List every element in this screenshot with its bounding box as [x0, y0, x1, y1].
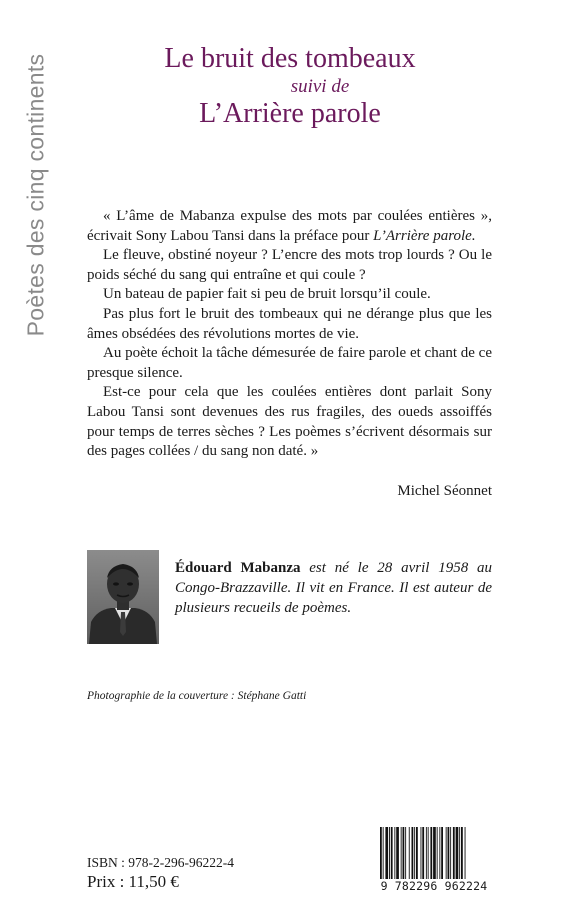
barcode-bar: [389, 827, 390, 879]
barcode-bar: [450, 827, 451, 879]
barcode-bar: [396, 827, 399, 879]
isbn: ISBN : 978-2-296-96222-4: [87, 855, 234, 870]
author-name: Édouard Mabanza: [175, 560, 301, 576]
barcode-bar: [439, 827, 440, 879]
author-bio: [175, 558, 492, 618]
barcode-bar: [453, 827, 455, 879]
blurb-paragraph: Un bateau de papier fait si peu de bruit lorsqu’il coule.: [103, 286, 431, 303]
barcode-bar: [421, 827, 422, 879]
barcode-bar: [414, 827, 415, 879]
price: Prix : 11,50 €: [87, 872, 179, 891]
blurb-signature: Michel Séonnet: [397, 483, 492, 499]
barcode-bar: [403, 827, 405, 879]
barcode-bar: [433, 827, 436, 879]
author-photo: [87, 550, 159, 644]
barcode-bar: [428, 827, 429, 879]
barcode-bar: [441, 827, 443, 879]
barcode-bar: [412, 827, 414, 879]
blurb-paragraph: Pas plus fort le bruit des tombeaux qui ne dérange plus que les âmes obsédées des révolutions mortes de vie.: [87, 305, 492, 342]
title-connector: suivi de: [290, 76, 350, 97]
barcode-bar: [416, 827, 418, 879]
barcode-bar: [430, 827, 432, 879]
barcode-bar: [461, 827, 463, 879]
barcode-number: 9 782296 962224: [373, 879, 495, 893]
blurb-paragraph-text: « L’âme de Mabanza expulse des mots par coulées entières », écrivait Sony Labou Tansi dans la préface pour: [87, 208, 492, 244]
barcode-bar: [448, 827, 450, 879]
barcode-bar: [456, 827, 459, 879]
blurb-paragraph: Le fleuve, obstiné noyeur ? L’encre des mots trop lourds ? Ou le poids séché du sang qui entraîne et qui coule ?: [87, 247, 492, 283]
barcode-bar: [409, 827, 410, 879]
barcode-bar: [394, 827, 395, 879]
collection-name: Poètes des cinq continents: [22, 53, 49, 337]
title-block: [110, 42, 470, 130]
barcode-bar: [385, 827, 388, 879]
blurb-paragraph: [87, 207, 492, 246]
barcode-bar: [401, 827, 402, 879]
barcode-bar: [446, 827, 447, 879]
photo-credit: Photographie de la couverture : Stéphane Gatti: [87, 690, 307, 702]
blurb-paragraph: Au poète échoit la tâche démesurée de faire parole et chant de ce presque silence.: [87, 345, 492, 381]
book-subtitle: L’Arrière parole: [199, 98, 381, 129]
barcode-bar: [405, 827, 406, 879]
author-bio-text: est né le 28 avril 1958 au Congo-Brazzaville. Il vit en France. Il est auteur de plusieurs recueils de poèmes.: [175, 560, 492, 616]
barcode-bar: [437, 827, 438, 879]
barcode-bar: [391, 827, 393, 879]
blurb-italic-title: L’Arrière parole.: [373, 227, 476, 244]
author-portrait-image: [87, 550, 159, 644]
blurb-paragraph: Est-ce pour cela que les coulées entières dont parlait Sony Labou Tansi sont devenues des rus fragiles, des oueds assoiffés pour temps de terres sèches ? Les poèmes s’écrivent désormais sur des pages collées / du sang non daté. »: [87, 384, 492, 460]
back-cover-blurb: [87, 207, 492, 462]
book-title: Le bruit des tombeaux: [164, 43, 416, 74]
barcode-bar: [459, 827, 460, 879]
